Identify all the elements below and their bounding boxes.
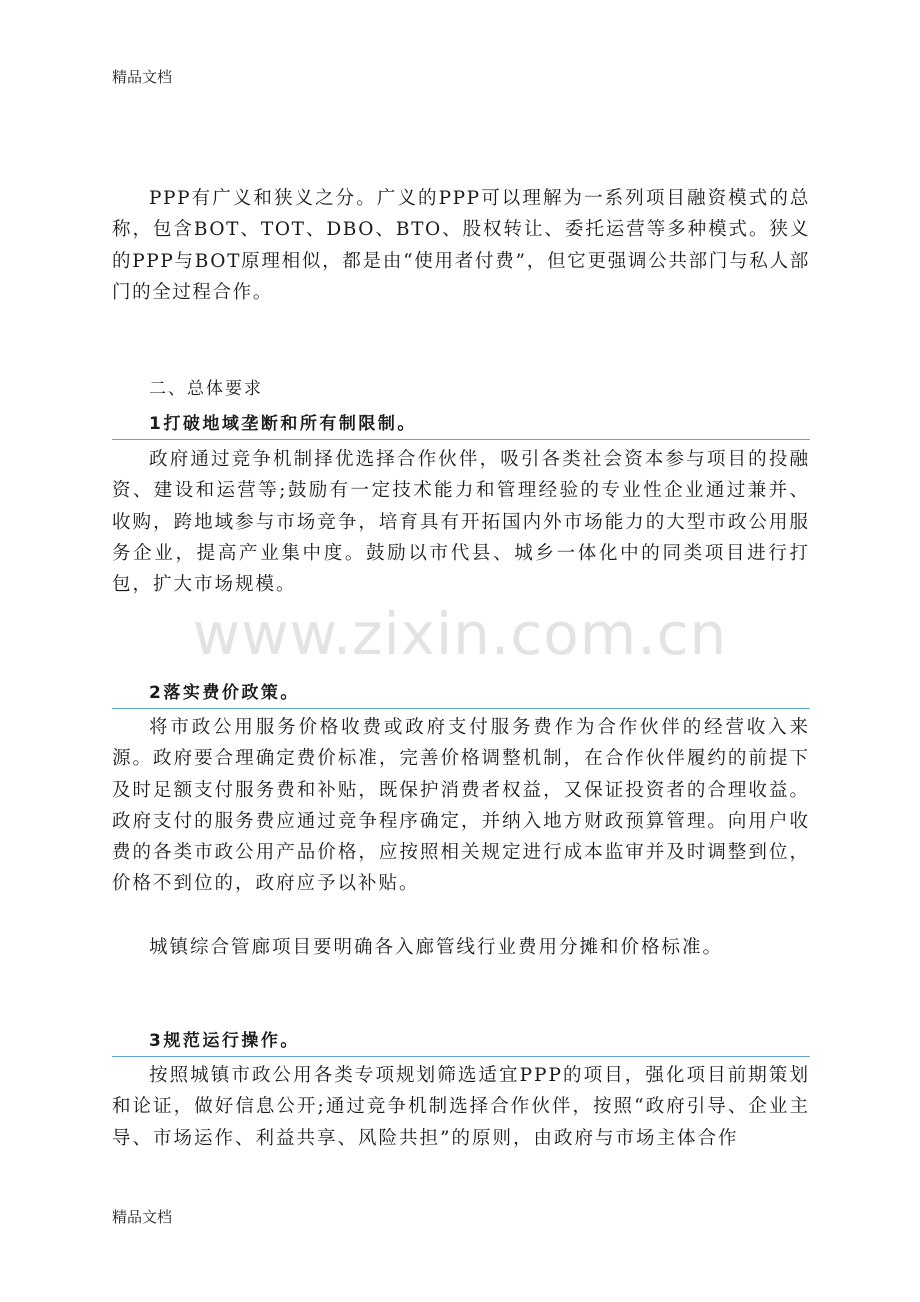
heading-1-text: 1打破地域垄断和所有制限制。 [149, 414, 417, 434]
paragraph-1: 政府通过竞争机制择优选择合作伙伴，吸引各类社会资本参与项目的投融资、建设和运营等;鼓励有一定技术能力和管理经验的专业性企业通过兼并、收购，跨地域参与市场竞争，培育具有开拓国内外市场能力的大型市政公用服务企业，提高产业集中度。鼓励以市代县、城乡一体化中的同类项目进行打包，扩大市场规模。 [112, 449, 810, 596]
heading-2 [112, 674, 810, 709]
intro-paragraph: PPP有广义和狭义之分。广义的PPP可以理解为一系列项目融资模式的总称，包含BOT、TOT、DBO、BTO、股权转让、委托运营等多种模式。狭义的PPP与BOT原理相似，都是由“使用者付费”，但它更强调公共部门与私人部门的全过程合作。 [112, 188, 810, 303]
paragraph-2b: 城镇综合管廊项目要明确各入廊管线行业费用分摊和价格标准。 [149, 937, 724, 958]
heading-2-text: 2落实费价政策。 [149, 683, 300, 703]
heading-1 [112, 405, 810, 440]
heading-3 [112, 1022, 810, 1057]
heading-3-text: 3规范运行操作。 [149, 1031, 300, 1051]
section-title: 二、总体要求 [149, 379, 263, 399]
page-header: 精品文档 [112, 68, 173, 86]
paragraph-3: 按照城镇市政公用各类专项规划筛选适宜PPP的项目，强化项目前期策划和论证，做好信息公开;通过竞争机制选择合作伙伴，按照“政府引导、企业主导、市场运作、利益共享、风险共担”的原则，由政府与市场主体合作 [112, 1065, 810, 1149]
watermark: www.zixin.com.cn [192, 600, 728, 668]
page-footer: 精品文档 [112, 1208, 173, 1226]
paragraph-2: 将市政公用服务价格收费或政府支付服务费作为合作伙伴的经营收入来源。政府要合理确定费价标准，完善价格调整机制，在合作伙伴履约的前提下及时足额支付服务费和补贴，既保护消费者权益，又保证投资者的合理收益。政府支付的服务费应通过竞争程序确定，并纳入地方财政预算管理。向用户收费的各类市政公用产品价格，应按照相关规定进行成本监审并及时调整到位，价格不到位的，政府应予以补贴。 [112, 717, 810, 895]
